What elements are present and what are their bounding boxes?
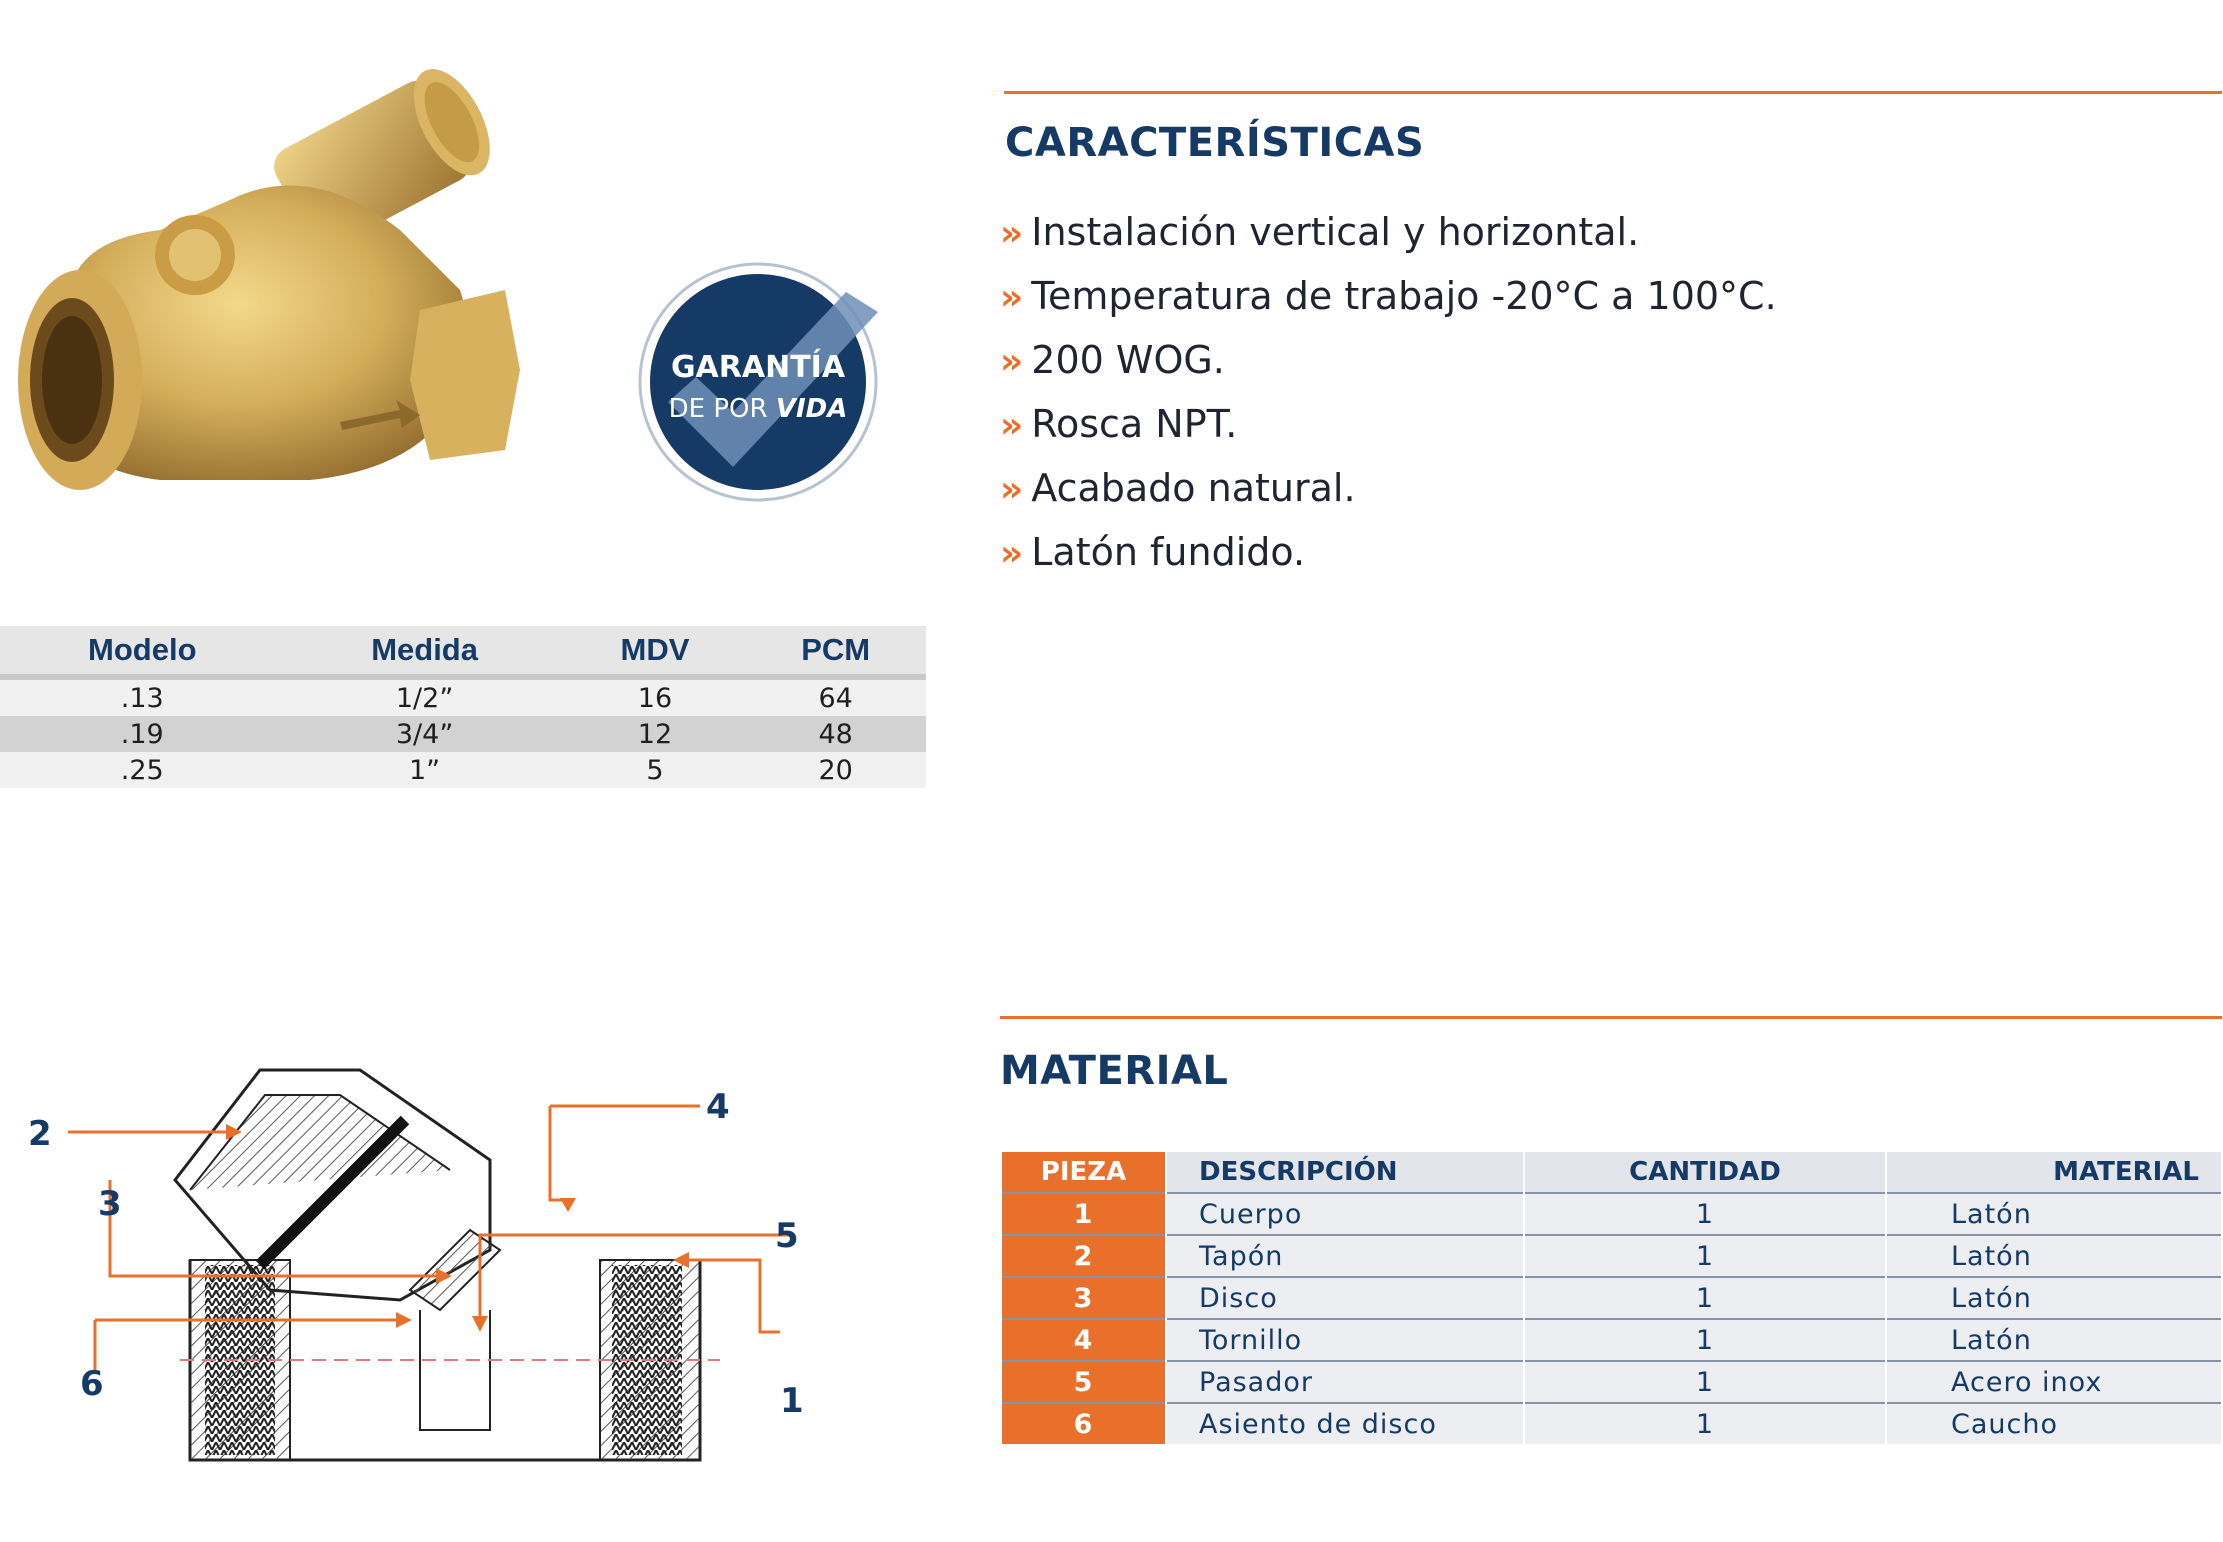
product-photo bbox=[10, 50, 530, 540]
list-item: » Rosca NPT. bbox=[1000, 402, 1238, 446]
table-cell: 12 bbox=[565, 716, 746, 752]
bullet-icon: » bbox=[1000, 469, 1024, 510]
table-cell: .19 bbox=[0, 716, 285, 752]
material-header-material: MATERIAL bbox=[1886, 1152, 2222, 1193]
table-cell: .25 bbox=[0, 752, 285, 788]
table-cell: 1 bbox=[1524, 1193, 1886, 1235]
table-cell: 1 bbox=[1524, 1319, 1886, 1361]
list-item: » 200 WOG. bbox=[1000, 338, 1225, 382]
material-title: MATERIAL bbox=[1000, 1048, 1229, 1094]
table-row bbox=[0, 752, 926, 788]
features-divider bbox=[1004, 91, 2222, 94]
badge-line1: GARANTÍA bbox=[670, 350, 846, 385]
table-cell: Pasador bbox=[1166, 1361, 1524, 1403]
valve-cross-section-diagram bbox=[20, 1050, 804, 1490]
callout-5: 5 bbox=[775, 1216, 799, 1256]
table-cell: 1/2” bbox=[285, 677, 565, 716]
table-cell: 5 bbox=[565, 752, 746, 788]
table-cell: Latón bbox=[1886, 1235, 2222, 1277]
table-cell: 1 bbox=[1524, 1403, 1886, 1444]
table-cell: 1 bbox=[1002, 1193, 1166, 1235]
bullet-icon: » bbox=[1000, 213, 1024, 254]
table-cell: Tapón bbox=[1166, 1235, 1524, 1277]
table-cell: Latón bbox=[1886, 1319, 2222, 1361]
lifetime-guarantee-badge bbox=[628, 252, 888, 512]
spec-header-pcm: PCM bbox=[745, 626, 926, 677]
list-item: » Temperatura de trabajo -20°C a 100°C. bbox=[1000, 274, 1777, 318]
callout-6: 6 bbox=[80, 1364, 104, 1404]
features-title: CARACTERÍSTICAS bbox=[1005, 120, 1425, 166]
table-cell: .13 bbox=[0, 677, 285, 716]
table-cell: 3 bbox=[1002, 1277, 1166, 1319]
table-cell: 48 bbox=[745, 716, 926, 752]
table-cell: Caucho bbox=[1886, 1403, 2222, 1444]
table-cell: 1 bbox=[1524, 1277, 1886, 1319]
table-row bbox=[1002, 1361, 2222, 1403]
list-item: » Latón fundido. bbox=[1000, 530, 1306, 574]
table-cell: Tornillo bbox=[1166, 1319, 1524, 1361]
callout-1: 1 bbox=[780, 1381, 804, 1421]
table-row bbox=[1002, 1193, 2222, 1235]
table-cell: 1 bbox=[1524, 1235, 1886, 1277]
spec-header-mdv: MDV bbox=[565, 626, 746, 677]
spec-table bbox=[0, 626, 926, 788]
list-item: » Instalación vertical y horizontal. bbox=[1000, 210, 1640, 254]
table-cell: 64 bbox=[745, 677, 926, 716]
material-header-pieza: PIEZA bbox=[1002, 1152, 1166, 1193]
table-row bbox=[1002, 1277, 2222, 1319]
material-table bbox=[1002, 1152, 2223, 1444]
table-row bbox=[0, 716, 926, 752]
table-cell: 1 bbox=[1524, 1361, 1886, 1403]
table-cell: 16 bbox=[565, 677, 746, 716]
features-list bbox=[1000, 200, 1777, 584]
table-cell: Latón bbox=[1886, 1193, 2222, 1235]
table-row bbox=[0, 677, 926, 716]
table-cell: 1” bbox=[285, 752, 565, 788]
table-cell: 6 bbox=[1002, 1403, 1166, 1444]
table-row bbox=[1002, 1235, 2222, 1277]
callout-2: 2 bbox=[28, 1114, 52, 1154]
badge-line2: DE POR VIDA bbox=[668, 394, 848, 424]
spec-header-modelo: Modelo bbox=[0, 626, 285, 677]
bullet-icon: » bbox=[1000, 405, 1024, 446]
table-cell: 3/4” bbox=[285, 716, 565, 752]
table-row bbox=[1002, 1403, 2222, 1444]
bullet-icon: » bbox=[1000, 341, 1024, 382]
table-cell: Disco bbox=[1166, 1277, 1524, 1319]
table-cell: 5 bbox=[1002, 1361, 1166, 1403]
spec-header-medida: Medida bbox=[285, 626, 565, 677]
table-cell: 4 bbox=[1002, 1319, 1166, 1361]
material-header-descripcion: DESCRIPCIÓN bbox=[1166, 1152, 1524, 1193]
table-row bbox=[1002, 1319, 2222, 1361]
material-divider bbox=[1000, 1016, 2222, 1019]
bullet-icon: » bbox=[1000, 533, 1024, 574]
callout-4: 4 bbox=[706, 1087, 730, 1127]
table-cell: 20 bbox=[745, 752, 926, 788]
table-cell: Cuerpo bbox=[1166, 1193, 1524, 1235]
bullet-icon: » bbox=[1000, 277, 1024, 318]
table-cell: 2 bbox=[1002, 1235, 1166, 1277]
callout-3: 3 bbox=[98, 1184, 122, 1224]
table-cell: Acero inox bbox=[1886, 1361, 2222, 1403]
list-item: » Acabado natural. bbox=[1000, 466, 1356, 510]
table-cell: Latón bbox=[1886, 1277, 2222, 1319]
table-cell: Asiento de disco bbox=[1166, 1403, 1524, 1444]
material-header-cantidad: CANTIDAD bbox=[1524, 1152, 1886, 1193]
